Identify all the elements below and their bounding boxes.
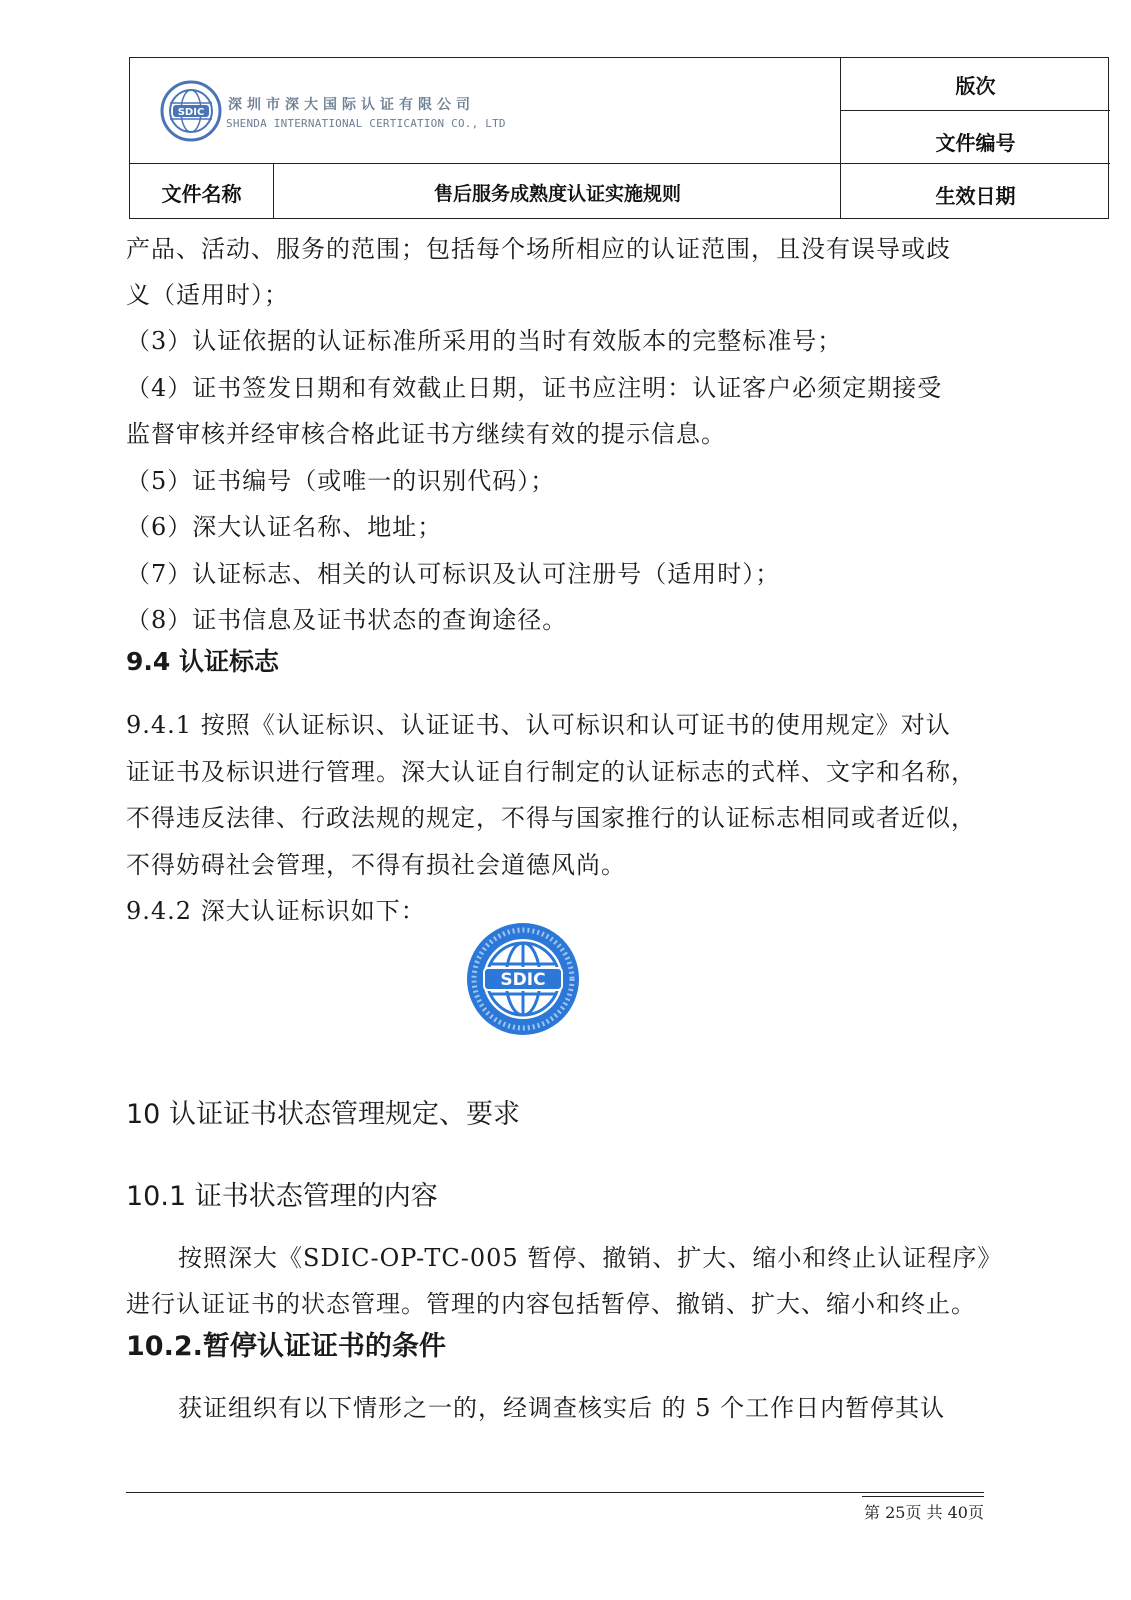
sdic-seal	[464, 920, 582, 1042]
footer-rule	[862, 1496, 984, 1497]
section-heading-9-4: 9.4 认证标志	[126, 647, 279, 676]
divider	[273, 164, 274, 218]
body-line: （8）证书信息及证书状态的查询途径。	[126, 606, 568, 634]
paragraph-line: 不得妨碍社会管理，不得有损社会道德风尚。	[126, 851, 626, 879]
footer-rule	[126, 1492, 984, 1493]
paragraph-line: 9.4.2 深大认证标识如下：	[126, 897, 426, 925]
company-logo	[160, 80, 540, 146]
body-line: （6）深大认证名称、地址；	[126, 513, 443, 541]
body-line: （7）认证标志、相关的认可标识及认可注册号（适用时）；	[126, 560, 781, 588]
page-number: 第 25页 共 40页	[864, 1503, 984, 1522]
paragraph-line: 按照深大《SDIC-OP-TC-005 暂停、撤销、扩大、缩小和终止认证程序》	[178, 1244, 1003, 1272]
header-table	[129, 57, 1109, 219]
section-heading-10-2: 10.2.暂停认证证书的条件	[126, 1331, 446, 1362]
svg-text:SDIC: SDIC	[177, 107, 205, 118]
paragraph-line: 证证书及标识进行管理。深大认证自行制定的认证标志的式样、文字和名称，	[126, 758, 976, 786]
body-line: （3）认证依据的认证标准所采用的当时有效版本的完整标准号；	[126, 327, 843, 355]
doc-name-value: 售后服务成熟度认证实施规则	[433, 182, 681, 205]
effective-date-label: 生效日期	[935, 183, 1016, 208]
paragraph-line: 获证组织有以下情形之一的，经调查核实后 的 5 个工作日内暂停其认	[178, 1394, 946, 1422]
divider	[841, 110, 1110, 111]
company-name-cn: 深圳市深大国际认证有限公司	[228, 97, 475, 113]
svg-text:SDIC: SDIC	[500, 970, 546, 990]
body-line: （5）证书编号（或唯一的识别代码）；	[126, 467, 556, 495]
company-name-en: SHENDA INTERNATIONAL CERTICATION CO., LTD	[226, 117, 506, 130]
paragraph-line: 9.4.1 按照《认证标识、认证证书、认可标识和认可证书的使用规定》对认	[126, 711, 951, 739]
doc-number-label: 文件编号	[935, 130, 1016, 155]
body-line: 义（适用时）；	[126, 281, 289, 309]
sdic-globe-icon	[464, 920, 582, 1038]
section-heading-10-1: 10.1 证书状态管理的内容	[126, 1181, 438, 1212]
paragraph-line: 不得违反法律、行政法规的规定，不得与国家推行的认证标志相同或者近似，	[126, 804, 976, 832]
doc-name-label: 文件名称	[161, 181, 242, 206]
body-line: （4）证书签发日期和有效截止日期，证书应注明：认证客户必须定期接受	[126, 374, 943, 402]
paragraph-line: 进行认证证书的状态管理。管理的内容包括暂停、撤销、扩大、缩小和终止。	[126, 1290, 976, 1318]
globe-logo-icon	[160, 80, 222, 142]
edition-label: 版次	[955, 73, 996, 98]
body-line: 监督审核并经审核合格此证书方继续有效的提示信息。	[126, 420, 726, 448]
body-line: 产品、活动、服务的范围；包括每个场所相应的认证范围，且没有误导或歧	[126, 235, 951, 263]
section-heading-10: 10 认证证书状态管理规定、要求	[126, 1099, 520, 1130]
